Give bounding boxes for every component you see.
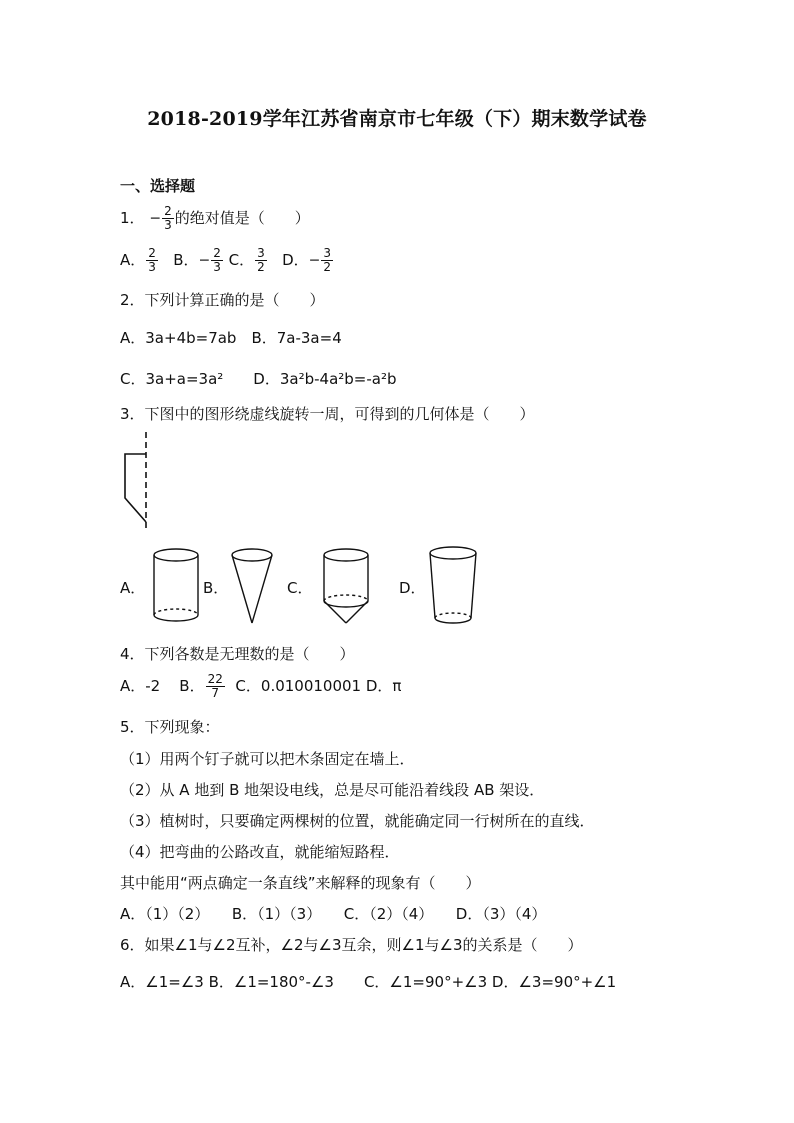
question-4: 4．下列各数是无理数的是（ ） <box>120 645 355 663</box>
list-item: （4）把弯曲的公路改直，就能缩短路程． <box>120 843 400 861</box>
question-2-options-row2: C．3a+a=3a² D．3a²b-4a²b=-a²b <box>120 370 397 388</box>
question-5: 5．下列现象： <box>120 718 220 736</box>
question-text: 的绝对值是（ ） <box>174 209 310 227</box>
question-4-options <box>120 673 401 700</box>
question-6-options: A．∠1=∠3 B．∠1=180°-∠3 C．∠1=90°+∠3 D．∠3=90°+∠1 <box>120 973 617 991</box>
minus-sign: − <box>149 210 162 227</box>
cone-figure <box>228 543 278 628</box>
question-1 <box>120 205 310 232</box>
list-item: （3）植树时，只要确定两棵树的位置，就能确定同一行树所在的直线． <box>120 812 595 830</box>
option-a-label: A． <box>120 579 146 597</box>
option-a: A．-2 <box>120 677 161 695</box>
option-b-fraction: $\frac{22}{7}$ <box>207 672 223 700</box>
rotation-figure <box>115 430 155 535</box>
option-c: C． $\frac{3}{2}$ <box>228 246 265 274</box>
question-5-options: A．（1）（2） B．（1）（3） C．（2）（4） D．（3）（4） <box>120 905 547 923</box>
question-6: 6．如果∠1与∠2互补，∠2与∠3互余，则∠1与∠3的关系是（ ） <box>120 936 583 954</box>
question-3: 3．下图中的图形绕虚线旋转一周，可得到的几何体是（ ） <box>120 405 535 423</box>
cylinder-with-cone-figure <box>318 545 378 630</box>
list-item: （1）用两个钉子就可以把木条固定在墙上． <box>120 750 415 768</box>
option-b-label: B． <box>179 677 205 695</box>
page-title: 2018-2019学年江苏省南京市七年级（下）期末数学试卷 <box>147 108 647 130</box>
option-c-label: C． <box>287 579 313 597</box>
question-2: 2．下列计算正确的是（ ） <box>120 291 325 309</box>
option-b-label: B． <box>203 579 229 597</box>
question-2-options-row1: A．3a+4b=7ab B．7a-3a=4 <box>120 329 342 347</box>
cylinder-figure <box>148 545 208 630</box>
rotated-shape <box>125 454 146 522</box>
frustum-figure <box>425 543 485 628</box>
section-heading: 一、选择题 <box>120 177 196 195</box>
question-5-prompt: 其中能用“两点确定一条直线”来解释的现象有（ ） <box>120 874 481 892</box>
option-b: B．− $\frac{2}{3}$ <box>173 246 221 274</box>
question-number: 1． <box>120 209 145 227</box>
options-c-d: C．0.010010001 D．π <box>235 677 402 695</box>
option-d-label: D． <box>399 579 426 597</box>
question-1-options <box>120 247 334 274</box>
list-item: （2）从 A 地到 B 地架设电线，总是尽可能沿着线段 AB 架设． <box>120 781 545 799</box>
option-d: D．− $\frac{3}{2}$ <box>282 246 332 274</box>
fraction: $\frac{2}{3}$ <box>164 204 172 232</box>
option-a: A． $\frac{2}{3}$ <box>120 246 156 274</box>
